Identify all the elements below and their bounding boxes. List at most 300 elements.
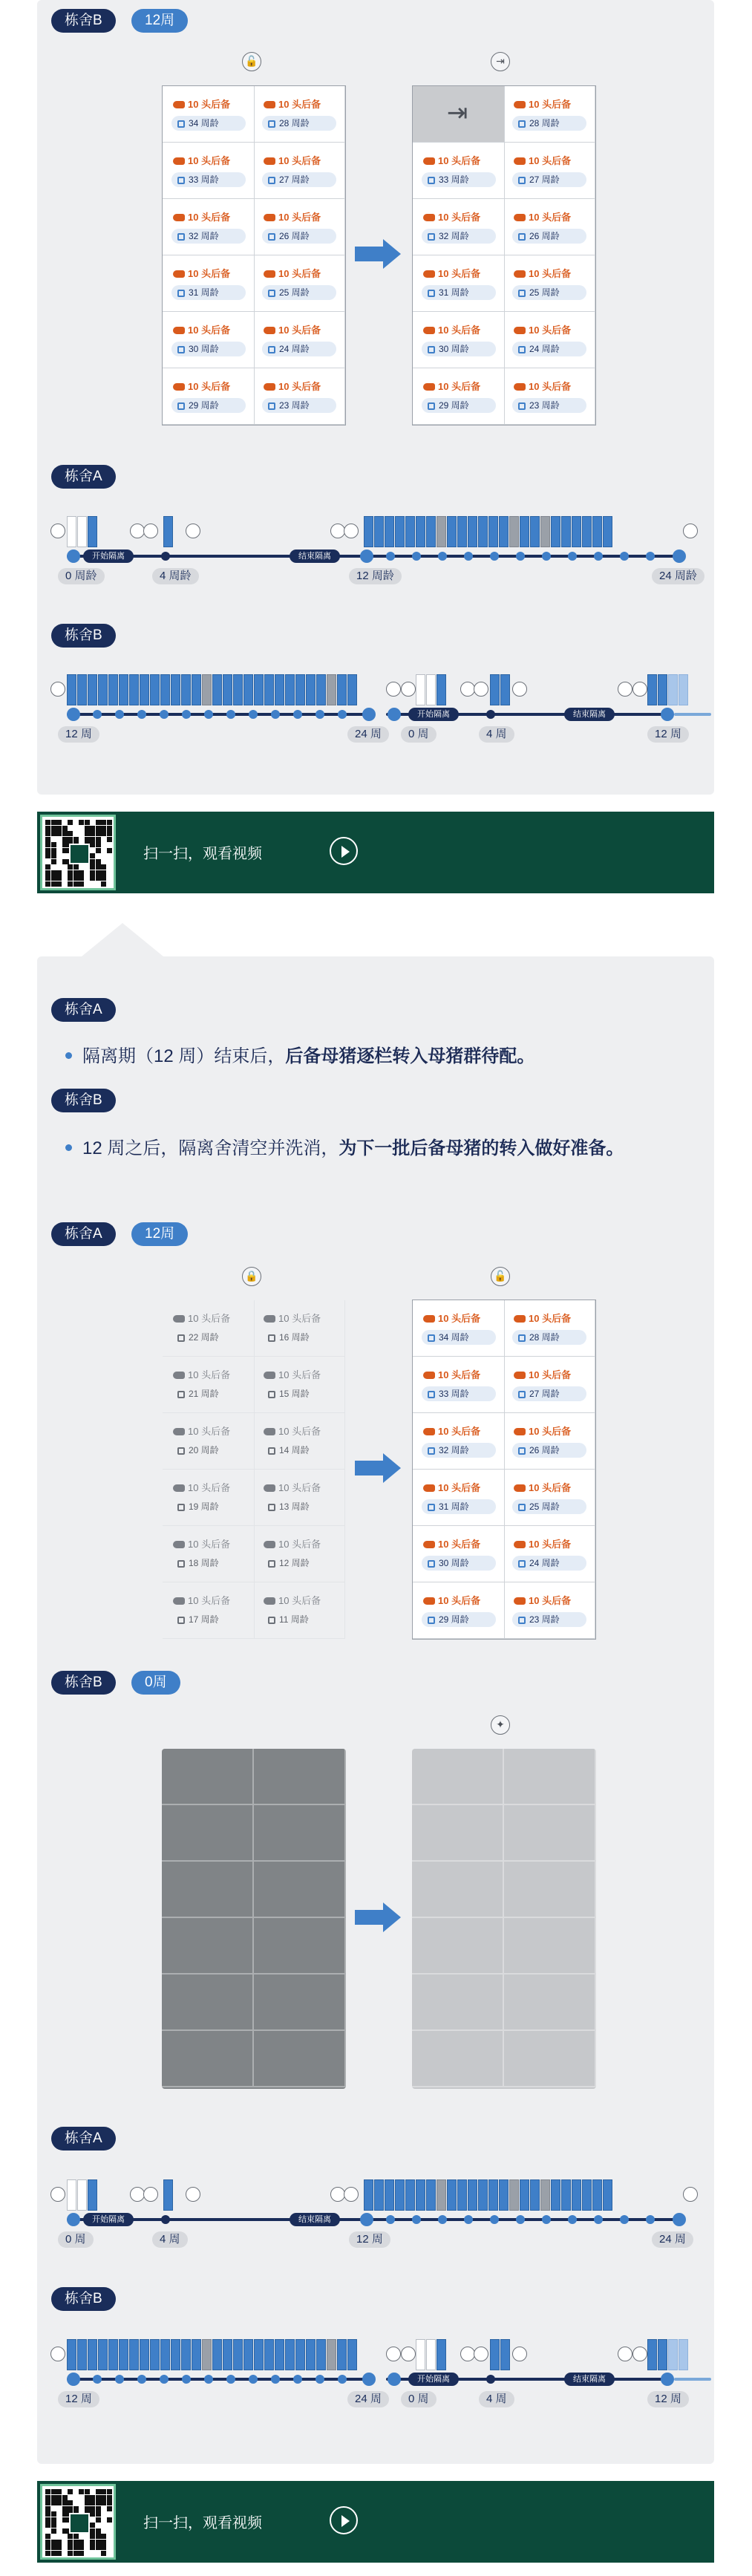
pen-age: 18 周龄 — [171, 1556, 246, 1571]
calendar-icon — [177, 1447, 185, 1455]
cleaned-grid-light — [412, 1749, 596, 2089]
calendar-icon — [177, 233, 185, 241]
pen-bar — [171, 674, 180, 705]
pen-bar — [488, 2179, 498, 2211]
pen-bar — [77, 674, 87, 705]
emptied-grid-dark — [162, 1749, 346, 2089]
pen-bar — [457, 2179, 467, 2211]
status-icon — [474, 2347, 488, 2361]
pen-age: 32 周龄 — [422, 1443, 496, 1458]
pen-cell — [503, 312, 595, 368]
pig-icon — [173, 214, 185, 221]
timeline-dot — [412, 2215, 421, 2224]
pen-head-count: 10 头后备 — [423, 209, 480, 224]
pen-occupancy-bars — [163, 2179, 174, 2211]
pen-bar — [500, 674, 510, 705]
timeline-dot — [315, 2375, 324, 2384]
pen-bar — [223, 674, 232, 705]
timeline-barn-b — [45, 667, 713, 749]
pen-bar — [254, 674, 264, 705]
end-isolation-tag: 结束隔离 — [290, 550, 340, 563]
status-icon — [186, 2187, 200, 2202]
timeline-dot — [249, 2375, 258, 2384]
status-icon — [330, 524, 345, 538]
pen-age: 17 周龄 — [171, 1612, 246, 1627]
pig-icon — [423, 1372, 435, 1379]
pen-cell — [503, 199, 595, 255]
empty-pen-cell — [504, 1918, 596, 1975]
pen-age: 33 周龄 — [171, 172, 246, 187]
pen-bar — [88, 674, 97, 705]
pig-icon — [514, 1428, 526, 1435]
calendar-icon — [518, 120, 526, 128]
status-icon — [50, 2347, 65, 2361]
banner-text: 扫一扫，观看视频 — [143, 2515, 262, 2531]
pen-bar — [202, 674, 212, 705]
calendar-icon — [428, 233, 435, 241]
calendar-icon — [428, 1334, 435, 1342]
status-icon — [683, 524, 698, 538]
calendar-icon — [268, 1617, 275, 1624]
week-label: 0 周 — [401, 726, 437, 743]
pig-icon — [173, 327, 185, 334]
pen-bar — [264, 674, 274, 705]
pen-cell — [413, 1413, 505, 1470]
calendar-icon — [268, 402, 275, 410]
pen-age: 28 周龄 — [512, 1330, 586, 1345]
empty-pen-cell — [162, 1975, 254, 2031]
pen-bar — [395, 2179, 405, 2211]
pen-age: 28 周龄 — [262, 116, 336, 131]
timeline-dot — [386, 552, 395, 561]
pen-head-count: 10 头后备 — [264, 1480, 321, 1494]
status-icon — [143, 2187, 158, 2202]
timeline-dot — [646, 2215, 655, 2224]
pen-age: 32 周龄 — [422, 229, 496, 244]
timeline-dot — [594, 2215, 603, 2224]
pen-cell — [253, 1413, 345, 1470]
pen-cell — [163, 1470, 255, 1526]
start-isolation-tag: 开始隔离 — [408, 2373, 459, 2386]
status-icon — [130, 524, 145, 538]
timeline-dot — [137, 710, 146, 719]
pig-icon — [423, 1597, 435, 1605]
pen-bar — [374, 2179, 384, 2211]
week-label: 24 周龄 — [652, 568, 704, 584]
calendar-icon — [518, 177, 526, 184]
start-isolation-tag: 开始隔离 — [83, 550, 134, 563]
pen-bar — [572, 2179, 581, 2211]
pen-bar — [530, 516, 540, 547]
pen-head-count: 10 头后备 — [173, 97, 230, 111]
pen-age: 30 周龄 — [422, 1556, 496, 1571]
pen-cell — [503, 1300, 595, 1357]
pen-head-count: 10 头后备 — [514, 266, 571, 280]
pen-cell — [503, 86, 595, 143]
pen-cell — [163, 199, 255, 255]
timeline-dot — [646, 552, 655, 561]
timeline-barn-a — [45, 2172, 713, 2254]
status-icon — [143, 524, 158, 538]
timeline-dot — [386, 2215, 395, 2224]
pen-head-count: 10 头后备 — [173, 379, 230, 393]
timeline-end-dot — [362, 708, 376, 721]
week-badge: 0周 — [131, 1671, 180, 1695]
pen-bar — [668, 674, 678, 705]
pen-age: 28 周龄 — [512, 116, 586, 131]
calendar-icon — [177, 1560, 185, 1568]
pen-head-count: 10 头后备 — [173, 209, 230, 224]
pen-bar — [67, 516, 76, 547]
pen-head-count: 10 头后备 — [173, 322, 230, 336]
pen-bar — [160, 674, 170, 705]
pen-cell — [253, 143, 345, 199]
pen-cell — [413, 143, 505, 199]
pen-age: 24 周龄 — [512, 342, 586, 356]
pen-bar — [327, 674, 336, 705]
calendar-icon — [177, 1617, 185, 1624]
calendar-icon — [268, 1391, 275, 1398]
pen-head-count: 10 头后备 — [264, 1536, 321, 1551]
empty-pen-cell — [412, 2031, 504, 2087]
timeline-start-dot — [67, 2373, 80, 2386]
status-icon — [632, 682, 647, 697]
timeline-dot — [338, 710, 347, 719]
pen-cell — [503, 1526, 595, 1582]
pen-cell — [163, 368, 255, 425]
pen-bar — [77, 2179, 87, 2211]
timeline-dot — [412, 552, 421, 561]
calendar-icon — [177, 346, 185, 353]
video-banner[interactable] — [37, 812, 714, 893]
pen-cell — [253, 255, 345, 312]
pen-bar — [98, 2339, 108, 2370]
qr-code[interactable] — [40, 2484, 116, 2560]
empty-pen-cell — [162, 1805, 254, 1862]
pen-age: 24 周龄 — [262, 342, 336, 356]
pig-icon — [264, 1597, 275, 1605]
pen-cell — [253, 1300, 345, 1357]
pen-bar — [592, 2179, 602, 2211]
calendar-icon — [518, 233, 526, 241]
week-label: 12 周 — [58, 2391, 99, 2407]
pen-bar — [437, 674, 446, 705]
pen-occupancy-bars — [364, 516, 613, 547]
timeline-dot — [115, 710, 124, 719]
pen-occupancy-bars — [490, 2339, 511, 2370]
pen-age: 26 周龄 — [262, 229, 336, 244]
empty-pen-cell — [504, 1805, 596, 1862]
pen-head-count: 10 头后备 — [264, 1367, 321, 1381]
pen-head-count: 10 头后备 — [264, 1311, 321, 1325]
pen-age: 31 周龄 — [422, 1499, 496, 1514]
pen-cell — [163, 143, 255, 199]
empty-pen-cell — [162, 2031, 254, 2087]
timeline-dot — [568, 2215, 577, 2224]
calendar-icon — [177, 1334, 185, 1342]
pen-bar — [129, 674, 139, 705]
pen-head-count: 10 头后备 — [514, 1311, 571, 1325]
timeline-end-dot — [673, 550, 686, 563]
pen-bar — [67, 2339, 76, 2370]
pen-head-count: 10 头后备 — [423, 1593, 480, 1607]
pig-icon — [264, 101, 275, 108]
empty-pen-cell — [254, 1918, 346, 1975]
pen-grid-left — [162, 85, 346, 425]
pig-icon — [264, 214, 275, 221]
pen-occupancy-bars — [67, 674, 358, 705]
pen-bar — [275, 2339, 284, 2370]
pig-icon — [264, 1484, 275, 1492]
calendar-icon — [428, 1391, 435, 1398]
pen-bar — [509, 516, 519, 547]
empty-pen-cell — [254, 1862, 346, 1918]
pen-bar — [316, 2339, 326, 2370]
pen-bar — [499, 2179, 509, 2211]
pen-age: 33 周龄 — [422, 172, 496, 187]
timeline-dot — [464, 2215, 473, 2224]
pen-head-count: 10 头后备 — [264, 379, 321, 393]
pen-cell — [503, 143, 595, 199]
pen-cell — [503, 1413, 595, 1470]
pen-bar — [658, 2339, 667, 2370]
pig-icon — [514, 270, 526, 278]
calendar-icon — [268, 346, 275, 353]
pen-age: 16 周龄 — [262, 1330, 336, 1345]
pen-head-count: 10 头后备 — [423, 379, 480, 393]
pen-bar — [108, 674, 118, 705]
pig-icon — [173, 1597, 185, 1605]
timeline-dot — [542, 2215, 551, 2224]
status-icon — [460, 682, 475, 697]
pig-icon — [514, 1597, 526, 1605]
timeline-dot — [542, 552, 551, 561]
pen-bar — [254, 2339, 264, 2370]
pen-age: 27 周龄 — [512, 172, 586, 187]
pen-age: 25 周龄 — [262, 285, 336, 300]
barn-b-label: 栋舍B — [51, 1671, 116, 1695]
pig-icon — [423, 1541, 435, 1548]
pen-cell — [163, 1300, 255, 1357]
calendar-icon — [428, 1504, 435, 1511]
empty-pen-cell — [254, 2031, 346, 2087]
pen-bar — [426, 2339, 436, 2370]
calendar-icon — [177, 177, 185, 184]
empty-pen-cell — [254, 1805, 346, 1862]
pen-bar — [233, 2339, 243, 2370]
pen-bar — [140, 674, 149, 705]
pen-bar — [582, 516, 592, 547]
pig-icon — [264, 1541, 275, 1548]
pen-bar — [416, 674, 425, 705]
timeline-dot — [182, 2375, 191, 2384]
pen-head-count: 10 头后备 — [423, 1424, 480, 1438]
calendar-icon — [268, 233, 275, 241]
timeline-dot — [486, 2375, 495, 2384]
calendar-icon — [518, 290, 526, 297]
timeline-barn-b — [45, 2332, 713, 2413]
pen-cell — [163, 1526, 255, 1582]
pen-bar — [306, 2339, 315, 2370]
video-banner[interactable] — [37, 2481, 714, 2563]
pen-cell — [413, 86, 505, 143]
status-icon — [386, 682, 401, 697]
pen-head-count: 10 头后备 — [423, 1367, 480, 1381]
pen-age: 12 周龄 — [262, 1556, 336, 1571]
pen-bar — [88, 516, 97, 547]
pen-head-count: 10 头后备 — [514, 1536, 571, 1551]
pen-age: 23 周龄 — [262, 398, 336, 413]
barn-a-label: 栋舍A — [51, 2127, 116, 2151]
pig-icon — [423, 270, 435, 278]
pen-bar — [426, 516, 436, 547]
timeline-dot — [226, 2375, 235, 2384]
timeline-now-dot — [661, 2373, 674, 2386]
timeline-dot — [161, 2215, 170, 2224]
calendar-icon — [268, 120, 275, 128]
pen-age: 13 周龄 — [262, 1499, 336, 1514]
pen-bar — [67, 2179, 76, 2211]
pig-icon — [173, 270, 185, 278]
pen-bar — [603, 516, 612, 547]
pen-head-count: 10 头后备 — [173, 1367, 230, 1381]
pen-head-count: 10 头后备 — [423, 1480, 480, 1494]
pen-head-count: 10 头后备 — [514, 1367, 571, 1381]
empty-pen-cell — [504, 1975, 596, 2031]
pen-bar — [285, 674, 295, 705]
pen-cell — [413, 1300, 505, 1357]
pen-bar — [592, 516, 602, 547]
calendar-icon — [518, 346, 526, 353]
pen-head-count: 10 头后备 — [173, 1593, 230, 1607]
status-icon — [632, 2347, 647, 2361]
pen-head-count: 10 头后备 — [514, 1480, 571, 1494]
pen-age: 14 周龄 — [262, 1443, 336, 1458]
barn-b-label: 栋舍B — [51, 1089, 116, 1112]
pig-icon — [173, 157, 185, 165]
pen-age: 26 周龄 — [512, 229, 586, 244]
timeline-start-dot — [67, 2213, 80, 2226]
play-icon[interactable] — [330, 837, 358, 865]
calendar-icon — [428, 1560, 435, 1568]
timeline-dot — [516, 552, 525, 561]
status-icon — [344, 524, 359, 538]
pen-occupancy-bars — [416, 2339, 447, 2370]
pen-bar — [447, 2179, 457, 2211]
empty-pen-cell — [254, 1975, 346, 2031]
play-icon[interactable] — [330, 2506, 358, 2534]
timeline-milestone-dot — [360, 2213, 373, 2226]
pen-bar — [77, 516, 87, 547]
start-isolation-tag: 开始隔离 — [83, 2213, 134, 2226]
pen-occupancy-bars — [416, 674, 447, 705]
week-label: 12 周 — [647, 2391, 689, 2407]
pig-icon — [173, 1372, 185, 1379]
pen-cell — [503, 1470, 595, 1526]
pig-icon — [423, 1428, 435, 1435]
pig-icon — [514, 1484, 526, 1492]
pen-cell — [253, 1582, 345, 1639]
pen-bar — [561, 2179, 571, 2211]
end-isolation-tag: 结束隔离 — [564, 2373, 615, 2386]
lock-icon: 🔒 — [242, 1267, 261, 1286]
pen-bar — [520, 2179, 529, 2211]
pen-bar — [98, 674, 108, 705]
timeline-dot — [516, 2215, 525, 2224]
timeline-start-dot — [388, 708, 401, 721]
pen-bar — [426, 674, 436, 705]
pen-bar — [192, 674, 201, 705]
pen-bar — [679, 2339, 688, 2370]
empty-pen-cell — [412, 1918, 504, 1975]
status-icon — [401, 2347, 416, 2361]
pen-bar — [488, 516, 498, 547]
pen-bar — [119, 674, 128, 705]
pen-bar — [192, 2339, 201, 2370]
timeline-dot — [438, 2215, 447, 2224]
pen-head-count: 10 头后备 — [173, 153, 230, 167]
pen-head-count: 10 头后备 — [264, 1593, 321, 1607]
pig-icon — [173, 1484, 185, 1492]
pen-bar — [668, 2339, 678, 2370]
pen-bar — [540, 2179, 550, 2211]
calendar-icon — [177, 290, 185, 297]
pen-head-count: 10 头后备 — [173, 1424, 230, 1438]
pen-bar — [150, 674, 160, 705]
status-icon — [401, 682, 416, 697]
pen-occupancy-bars — [490, 674, 511, 705]
pen-bar — [500, 2339, 510, 2370]
status-icon — [50, 2187, 65, 2202]
pen-head-count: 10 头后备 — [423, 1311, 480, 1325]
timeline-end-dot — [362, 2373, 376, 2386]
calendar-icon — [428, 1617, 435, 1624]
pig-icon — [514, 157, 526, 165]
week-label: 4 周龄 — [152, 568, 199, 584]
pen-bar — [385, 2179, 394, 2211]
pen-age: 23 周龄 — [512, 398, 586, 413]
timeline-line — [67, 555, 683, 558]
pen-bar — [223, 2339, 232, 2370]
barn-a-label: 栋舍A — [51, 465, 116, 489]
status-icon — [50, 524, 65, 538]
pen-age: 27 周龄 — [262, 172, 336, 187]
pen-bar — [468, 516, 477, 547]
pen-bar — [181, 2339, 191, 2370]
pen-cell — [413, 255, 505, 312]
pen-age: 26 周龄 — [512, 1443, 586, 1458]
empty-pen-cell — [254, 1749, 346, 1805]
pen-head-count: 10 头后备 — [514, 209, 571, 224]
pig-icon — [173, 383, 185, 391]
qr-code[interactable] — [40, 815, 116, 890]
pen-head-count: 10 头后备 — [264, 1424, 321, 1438]
status-icon — [50, 682, 65, 697]
timeline-dot — [137, 2375, 146, 2384]
pen-bar — [437, 2339, 446, 2370]
calendar-icon — [177, 1391, 185, 1398]
pen-bar — [202, 2339, 212, 2370]
pen-bar — [385, 516, 394, 547]
calendar-icon — [268, 290, 275, 297]
timeline-dot — [293, 710, 302, 719]
pig-icon — [514, 327, 526, 334]
calendar-icon — [268, 1504, 275, 1511]
pen-age: 32 周龄 — [171, 229, 246, 244]
timeline-dot — [338, 2375, 347, 2384]
pen-occupancy-bars — [364, 2179, 613, 2211]
pen-bar — [67, 674, 76, 705]
